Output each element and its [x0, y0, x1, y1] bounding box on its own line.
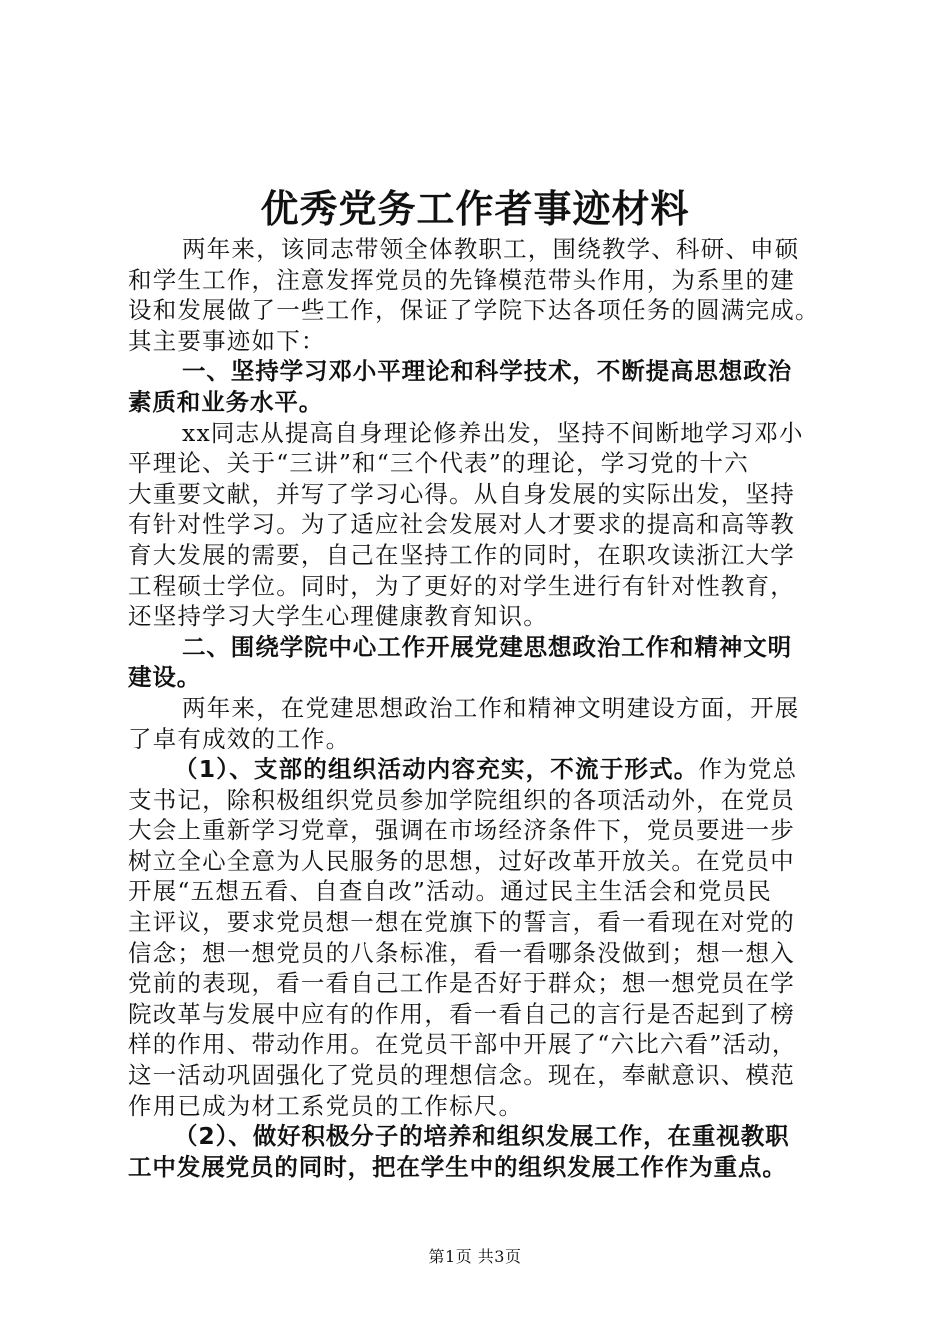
text-line: 平理论、关于“三讲”和“三个代表”的理论，学习党的十六: [128, 449, 749, 478]
text-line: 大重要文献，并写了学习心得。从自身发展的实际出发，坚持: [128, 479, 795, 508]
item-2-paragraph: [128, 1121, 840, 1182]
text-line: 两年来，该同志带领全体教职工，围绕教学、科研、申硕: [182, 235, 800, 263]
text-line: 支书记，除积极组织党员参加学院组织的各项活动外，在党员: [128, 785, 795, 814]
section-2-paragraph: [128, 693, 840, 754]
heading-line: 建设。: [128, 663, 202, 692]
text-line: 党前的表现，看一看自己工作是否好于群众；想一想党员在学: [128, 969, 795, 998]
text-line: 还坚持学习大学生心理健康教育知识。: [128, 602, 548, 631]
text-line: 主评议，要求党员想一想在党旗下的誓言，看一看现在对党的: [128, 908, 795, 937]
text-line: 设和发展做了一些工作，保证了学院下达各项任务的圆满完成。: [128, 296, 820, 325]
heading-line: （2）、做好积极分子的培养和组织发展工作，在重视教职: [174, 1122, 790, 1151]
section-1-heading: [128, 356, 840, 417]
text-line: 样的作用、带动作用。在党员干部中开展了“六比六看”活动，: [128, 1030, 797, 1059]
text-line: 作用已成为材工系党员的工作标尺。: [128, 1091, 524, 1120]
section-2-heading: [128, 632, 840, 693]
text-line: 这一活动巩固强化了党员的理想信念。现在，奉献意识、模范: [128, 1061, 795, 1090]
heading-line: 二、围绕学院中心工作开展党建思想政治工作和精神文明: [182, 632, 792, 661]
item-1-lead-bold: （1）、支部的组织活动内容充实，不流于形式。: [174, 755, 699, 784]
text-line: 工程硕士学位。同时，为了更好的对学生进行有针对性教育，: [128, 571, 795, 600]
text-line: 了卓有成效的工作。: [128, 724, 351, 753]
item-1-paragraph: [128, 754, 840, 1121]
text-line: 和学生工作，注意发挥党员的先锋模范带头作用，为系里的建: [128, 265, 795, 294]
text-line: 大会上重新学习党章，强调在市场经济条件下，党员要进一步: [128, 816, 795, 845]
document-body: [128, 234, 840, 1182]
text-line: 育大发展的需要，自己在坚持工作的同时，在职攻读浙江大学: [128, 540, 795, 569]
text-line: xx同志从提高自身理论修养出发，坚持不间断地学习邓小: [182, 418, 804, 447]
heading-line: 工中发展党员的同时，把在学生中的组织发展工作作为重点。: [128, 1152, 787, 1181]
intro-paragraph: [128, 234, 840, 356]
item-1-lead-line: [128, 754, 840, 785]
text-line: 有针对性学习。为了适应社会发展对人才要求的提高和高等教: [128, 510, 795, 539]
item-1-lead-rest: 作为党总: [698, 755, 798, 784]
text-line: 院改革与发展中应有的作用，看一看自己的言行是否起到了榜: [128, 999, 795, 1028]
heading-line: 素质和业务水平。: [128, 387, 324, 416]
heading-line: 一、坚持学习邓小平理论和科学技术，不断提高思想政治: [182, 357, 792, 386]
text-line: 开展“五想五看、自查自改”活动。通过民主生活会和党员民: [128, 877, 772, 906]
text-line: 树立全心全意为人民服务的思想，过好改革开放关。在党员中: [128, 846, 795, 875]
section-1-paragraph: [128, 418, 840, 632]
text-line: 信念；想一想党员的八条标准，看一看哪条没做到；想一想入: [128, 938, 795, 967]
text-line: 其主要事迹如下：: [128, 326, 326, 355]
page-footer: 第1页 共3页: [428, 1247, 522, 1266]
document-title: 优秀党务工作者事迹材料: [260, 186, 690, 231]
text-line: 两年来，在党建思想政治工作和精神文明建设方面，开展: [182, 693, 800, 722]
